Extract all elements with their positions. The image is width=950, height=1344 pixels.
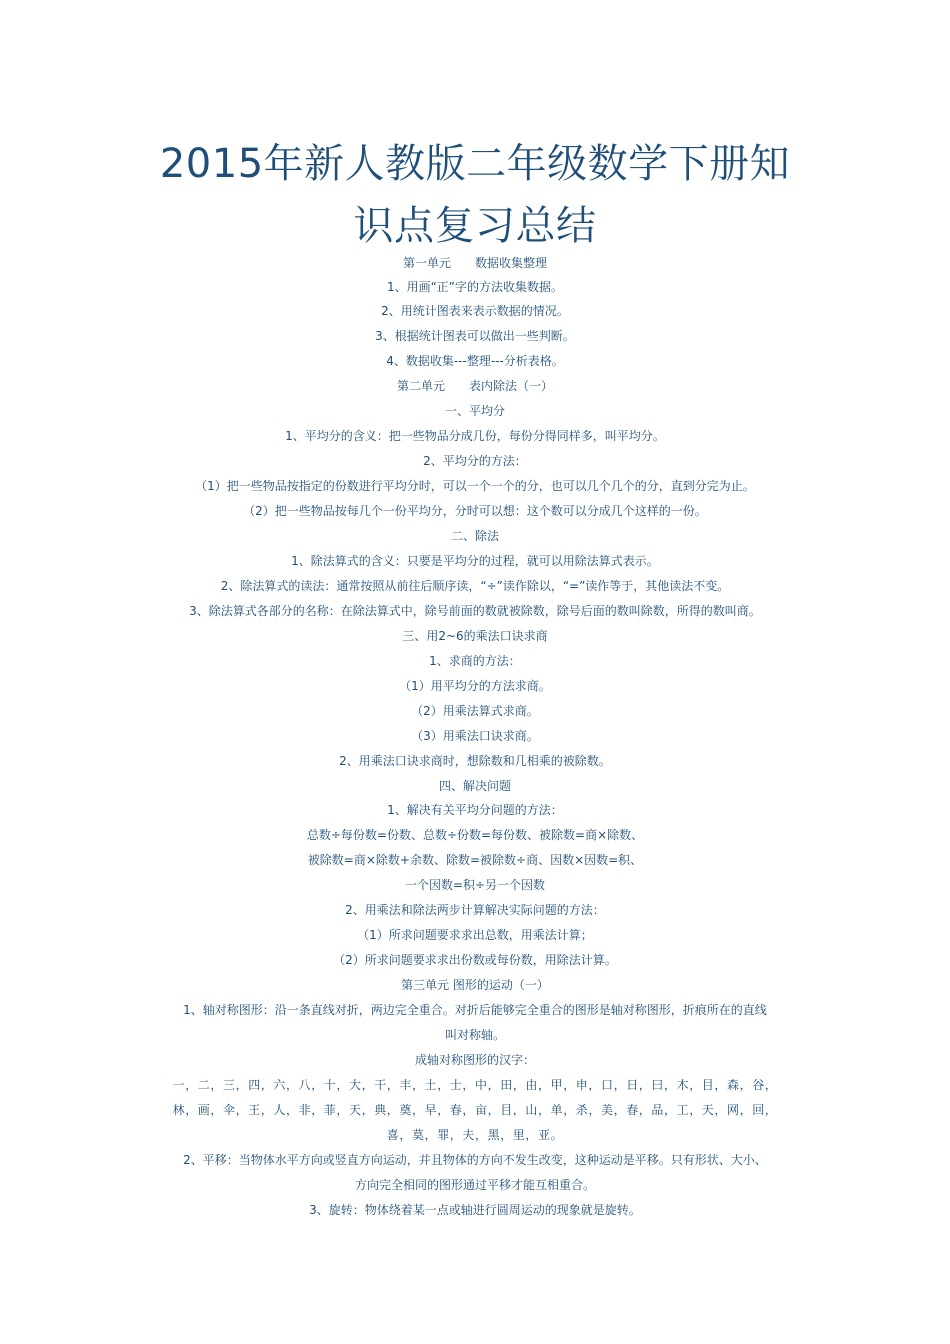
formula-line: 一个因数=积÷另一个因数 [404, 878, 546, 892]
text-line: 2、除法算式的读法：通常按照从前往后顺序读，“÷”读作除以，“=”读作等于，其他读法不变。 [220, 579, 730, 593]
text-line: 2、平移：当物体水平方向或竖直方向运动，并且物体的方向不发生改变，这种运动是平移。只有形状、大小、 [183, 1153, 767, 1167]
document-title-line-2: 识点复习总结 [353, 203, 597, 249]
unit-heading-3: 第三单元 图形的运动（一） [401, 978, 549, 992]
text-line: （1）把一些物品按指定的份数进行平均分时，可以一个一个的分，也可以几个几个的分，直到分完为止。 [195, 479, 755, 493]
text-line: 3、根据统计图表可以做出一些判断。 [375, 329, 575, 343]
formula-line: 总数÷每份数=份数、总数÷份数=每份数、被除数=商×除数、 [306, 828, 644, 842]
text-line: （1）用平均分的方法求商。 [399, 679, 551, 693]
text-line: （2）所求问题要求求出份数或每份数，用除法计算。 [333, 953, 617, 967]
text-line: （3）用乘法口诀求商。 [411, 729, 539, 743]
text-line: 2、用乘法和除法两步计算解决实际问题的方法： [345, 903, 605, 917]
text-line: （2）把一些物品按每几个一份平均分，分时可以想：这个数可以分成几个这样的一份。 [243, 504, 707, 518]
text-line: 1、平均分的含义：把一些物品分成几份，每份分得同样多，叫平均分。 [285, 429, 665, 443]
character-list-line: 喜，莫，罪，夫，黑，里，亚。 [386, 1128, 564, 1142]
section-heading: 四、解决问题 [438, 779, 511, 793]
character-list-line: 林，画，伞，王，人，非，菲，天，典，奠，早，春，亩，目，山，单，杀，美，春，品，工，天，网，回， [172, 1103, 778, 1117]
unit-heading-1: 第一单元 数据收集整理 [402, 256, 547, 270]
text-line: 叫对称轴。 [444, 1028, 505, 1042]
text-line: 方向完全相同的图形通过平移才能互相重合。 [354, 1178, 595, 1192]
text-line: 1、轴对称图形：沿一条直线对折，两边完全重合。对折后能够完全重合的图形是轴对称图形，折痕所在的直线 [183, 1003, 767, 1017]
text-line: 1、除法算式的含义：只要是平均分的过程，就可以用除法算式表示。 [291, 554, 659, 568]
formula-line: 被除数=商×除数+余数、除数=被除数÷商、因数×因数=积、 [307, 853, 643, 867]
text-line: 2、用乘法口诀求商时，想除数和几相乘的被除数。 [339, 754, 611, 768]
section-heading: 一、平均分 [444, 404, 505, 418]
text-line: （2）用乘法算式求商。 [411, 704, 539, 718]
unit-heading-2: 第二单元 表内除法（一） [396, 379, 553, 393]
text-line: 4、数据收集---整理---分析表格。 [386, 354, 564, 368]
section-heading: 二、除法 [450, 529, 499, 543]
section-heading: 三、用2~6的乘法口诀求商 [402, 629, 548, 643]
text-line: 3、除法算式各部分的名称：在除法算式中，除号前面的数就被除数，除号后面的数叫除数，所得的数叫商。 [189, 604, 761, 618]
text-line: 2、用统计图表来表示数据的情况。 [381, 304, 569, 318]
text-line: 1、用画“正”字的方法收集数据。 [386, 280, 564, 294]
text-line: 成轴对称图形的汉字： [414, 1053, 535, 1067]
text-line: 2、平均分的方法： [423, 454, 527, 468]
text-line: 1、解决有关平均分问题的方法： [387, 803, 563, 817]
text-line: （1）所求问题要求求出总数，用乘法计算； [357, 928, 593, 942]
document-title-line-1: 2015年新人教版二年级数学下册知 [159, 141, 791, 187]
text-line: 1、求商的方法： [429, 654, 521, 668]
character-list-line: 一，二，三，四，六，八，十，大，干，丰，土，士，中，田，由，甲，申，口，日，曰，木，目，森，谷， [172, 1078, 778, 1092]
text-line: 3、旋转：物体绕着某一点或轴进行圆周运动的现象就是旋转。 [309, 1203, 641, 1217]
